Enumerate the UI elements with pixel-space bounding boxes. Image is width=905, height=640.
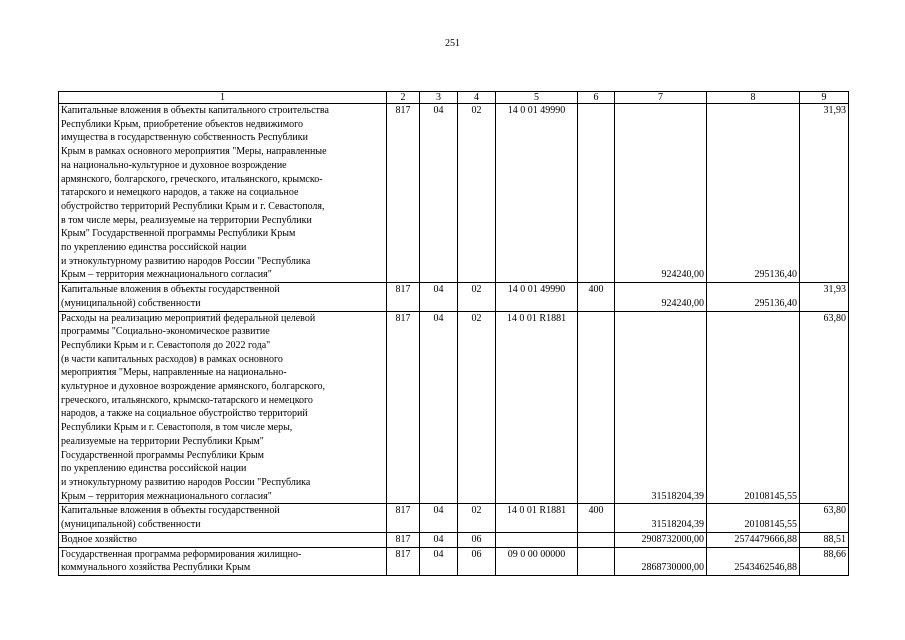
column-header: 8 bbox=[707, 92, 800, 104]
budget-table bbox=[58, 91, 849, 576]
section-code: 04 bbox=[420, 311, 458, 504]
column-header: 4 bbox=[458, 92, 496, 104]
target-article-code: 14 0 01 R1881 bbox=[496, 311, 578, 504]
table-row bbox=[59, 283, 849, 311]
target-article-code: 09 0 00 00000 bbox=[496, 547, 578, 575]
subsection-code: 02 bbox=[458, 504, 496, 532]
planned-amount: 924240,00 bbox=[615, 283, 707, 311]
execution-percent: 31,93 bbox=[800, 104, 849, 283]
page-number: 251 bbox=[445, 38, 460, 49]
ministry-code: 817 bbox=[387, 283, 420, 311]
planned-amount: 2908732000,00 bbox=[615, 532, 707, 547]
expense-type-code bbox=[578, 311, 615, 504]
expense-type-code bbox=[578, 532, 615, 547]
row-description: Расходы на реализацию мероприятий федеральной целевой программы "Социально-экономическое развитие Республики Крым и г. Севастополя до 2022 года" (в части капитальных расходов) в рамках основного мероприятия "Меры, направленные на национально- культурное и духовное возрождение армянского, болгарского, греческого, итальянского, крымско-татарского и немецкого народов, а также на социальное обустройство территорий Республики Крым и г. Севастополя, в том числе меры, реализуемые на территории Республики Крым" Государственной программы Республики Крым по укреплению единства российской нации и этнокультурному развитию народов России "Республика Крым – территория межнационального согласия" bbox=[59, 311, 387, 504]
section-code: 04 bbox=[420, 532, 458, 547]
ministry-code: 817 bbox=[387, 104, 420, 283]
column-header: 7 bbox=[615, 92, 707, 104]
execution-percent: 63,80 bbox=[800, 311, 849, 504]
table-row bbox=[59, 532, 849, 547]
column-header: 2 bbox=[387, 92, 420, 104]
execution-percent: 88,66 bbox=[800, 547, 849, 575]
row-description: Водное хозяйство bbox=[59, 532, 387, 547]
column-header: 5 bbox=[496, 92, 578, 104]
table-header-row bbox=[59, 92, 849, 104]
executed-amount: 2543462546,88 bbox=[707, 547, 800, 575]
row-description: Капитальные вложения в объекты государственной (муниципальной) собственности bbox=[59, 504, 387, 532]
expense-type-code bbox=[578, 547, 615, 575]
section-code: 04 bbox=[420, 104, 458, 283]
expense-type-code: 400 bbox=[578, 283, 615, 311]
column-header: 9 bbox=[800, 92, 849, 104]
expense-type-code bbox=[578, 104, 615, 283]
target-article-code bbox=[496, 532, 578, 547]
expense-type-code: 400 bbox=[578, 504, 615, 532]
row-description: Капитальные вложения в объекты капитального строительства Республики Крым, приобретение объектов недвижимого имущества в государственную собственность Республики Крым в рамках основного мероприятия "Меры, направленные на национально-культурное и духовное возрождение армянского, болгарского, греческого, итальянского, крымско- татарского и немецкого народов, а также на социальное обустройство территорий Республики Крым и г. Севастополя, в том числе меры, реализуемые на территории Республики Крым" Государственной программы Республики Крым по укреплению единства российской нации и этнокультурному развитию народов России "Республика Крым – территория межнационального согласия" bbox=[59, 104, 387, 283]
planned-amount: 2868730000,00 bbox=[615, 547, 707, 575]
subsection-code: 06 bbox=[458, 532, 496, 547]
executed-amount: 20108145,55 bbox=[707, 504, 800, 532]
subsection-code: 02 bbox=[458, 283, 496, 311]
executed-amount: 2574479666,88 bbox=[707, 532, 800, 547]
executed-amount: 20108145,55 bbox=[707, 311, 800, 504]
ministry-code: 817 bbox=[387, 532, 420, 547]
planned-amount: 31518204,39 bbox=[615, 311, 707, 504]
ministry-code: 817 bbox=[387, 547, 420, 575]
row-description: Государственная программа реформирования жилищно- коммунального хозяйства Республики Крым bbox=[59, 547, 387, 575]
subsection-code: 06 bbox=[458, 547, 496, 575]
row-description: Капитальные вложения в объекты государственной (муниципальной) собственности bbox=[59, 283, 387, 311]
table-row bbox=[59, 504, 849, 532]
planned-amount: 31518204,39 bbox=[615, 504, 707, 532]
section-code: 04 bbox=[420, 504, 458, 532]
target-article-code: 14 0 01 R1881 bbox=[496, 504, 578, 532]
column-header: 6 bbox=[578, 92, 615, 104]
target-article-code: 14 0 01 49990 bbox=[496, 104, 578, 283]
execution-percent: 88,51 bbox=[800, 532, 849, 547]
section-code: 04 bbox=[420, 283, 458, 311]
subsection-code: 02 bbox=[458, 311, 496, 504]
table-row bbox=[59, 547, 849, 575]
column-header: 3 bbox=[420, 92, 458, 104]
ministry-code: 817 bbox=[387, 311, 420, 504]
planned-amount: 924240,00 bbox=[615, 104, 707, 283]
target-article-code: 14 0 01 49990 bbox=[496, 283, 578, 311]
executed-amount: 295136,40 bbox=[707, 283, 800, 311]
column-header: 1 bbox=[59, 92, 387, 104]
table-row bbox=[59, 104, 849, 283]
subsection-code: 02 bbox=[458, 104, 496, 283]
table-row bbox=[59, 311, 849, 504]
execution-percent: 63,80 bbox=[800, 504, 849, 532]
execution-percent: 31,93 bbox=[800, 283, 849, 311]
ministry-code: 817 bbox=[387, 504, 420, 532]
executed-amount: 295136,40 bbox=[707, 104, 800, 283]
section-code: 04 bbox=[420, 547, 458, 575]
